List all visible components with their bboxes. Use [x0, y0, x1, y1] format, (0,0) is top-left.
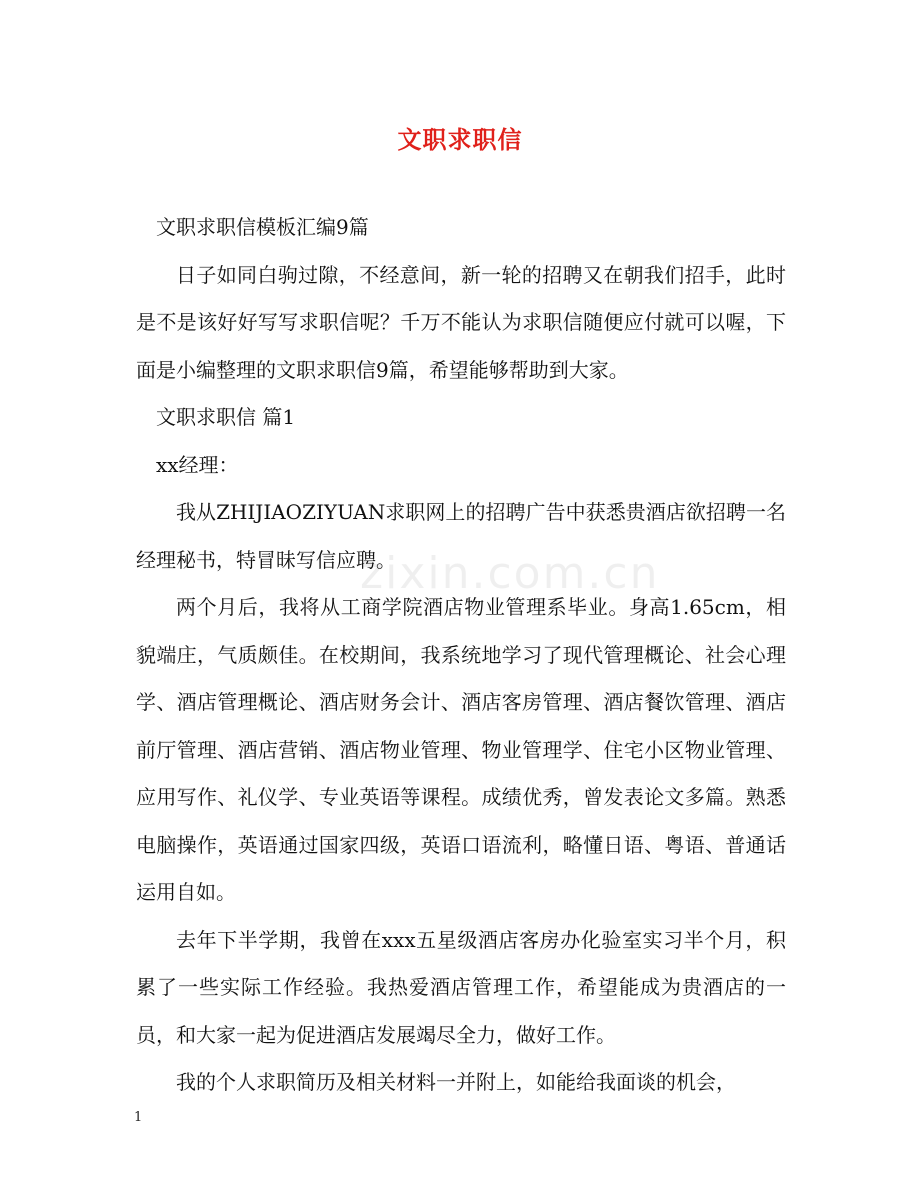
section-heading: 文职求职信 篇1	[156, 405, 296, 429]
document-body	[136, 204, 786, 1107]
body-paragraph-1: 我从ZHIJIAOZIYUAN求职网上的招聘广告中获悉贵酒店欲招聘一名经理秘书，特冒昧写信应聘。	[136, 500, 786, 572]
body-paragraph-2: 两个月后，我将从工商学院酒店物业管理系毕业。身高1.65cm，相貌端庄，气质颇佳。在校期间，我系统地学习了现代管理概论、社会心理学、酒店管理概论、酒店财务会计、酒店客房管理、酒店餐饮管理、酒店前厅管理、酒店营销、酒店物业管理、物业管理学、住宅小区物业管理、应用写作、礼仪学、专业英语等课程。成绩优秀，曾发表论文多篇。熟悉电脑操作，英语通过国家四级，英语口语流利，略懂日语、粤语、普通话运用自如。	[136, 595, 786, 904]
page-number: 1	[134, 1110, 143, 1125]
watermark: zixin.com.cn	[360, 548, 660, 599]
body-paragraph-3: 去年下半学期，我曾在xxx五星级酒店客房办化验室实习半个月，积累了一些实际工作经验。我热爱酒店管理工作，希望能成为贵酒店的一员，和大家一起为促进酒店发展竭尽全力，做好工作。	[136, 927, 786, 1047]
intro-paragraph: 日子如同白驹过隙，不经意间，新一轮的招聘又在朝我们招手，此时是不是该好好写写求职信呢？千万不能认为求职信随便应付就可以喔，下面是小编整理的文职求职信9篇，希望能够帮助到大家。	[136, 262, 786, 382]
document-subtitle: 文职求职信模板汇编9篇	[156, 215, 369, 239]
body-paragraph-4: 我的个人求职简历及相关材料一并附上，如能给我面谈的机会，	[176, 1070, 736, 1094]
document-title: 文职求职信	[397, 125, 523, 154]
salutation: xx经理：	[156, 452, 239, 477]
